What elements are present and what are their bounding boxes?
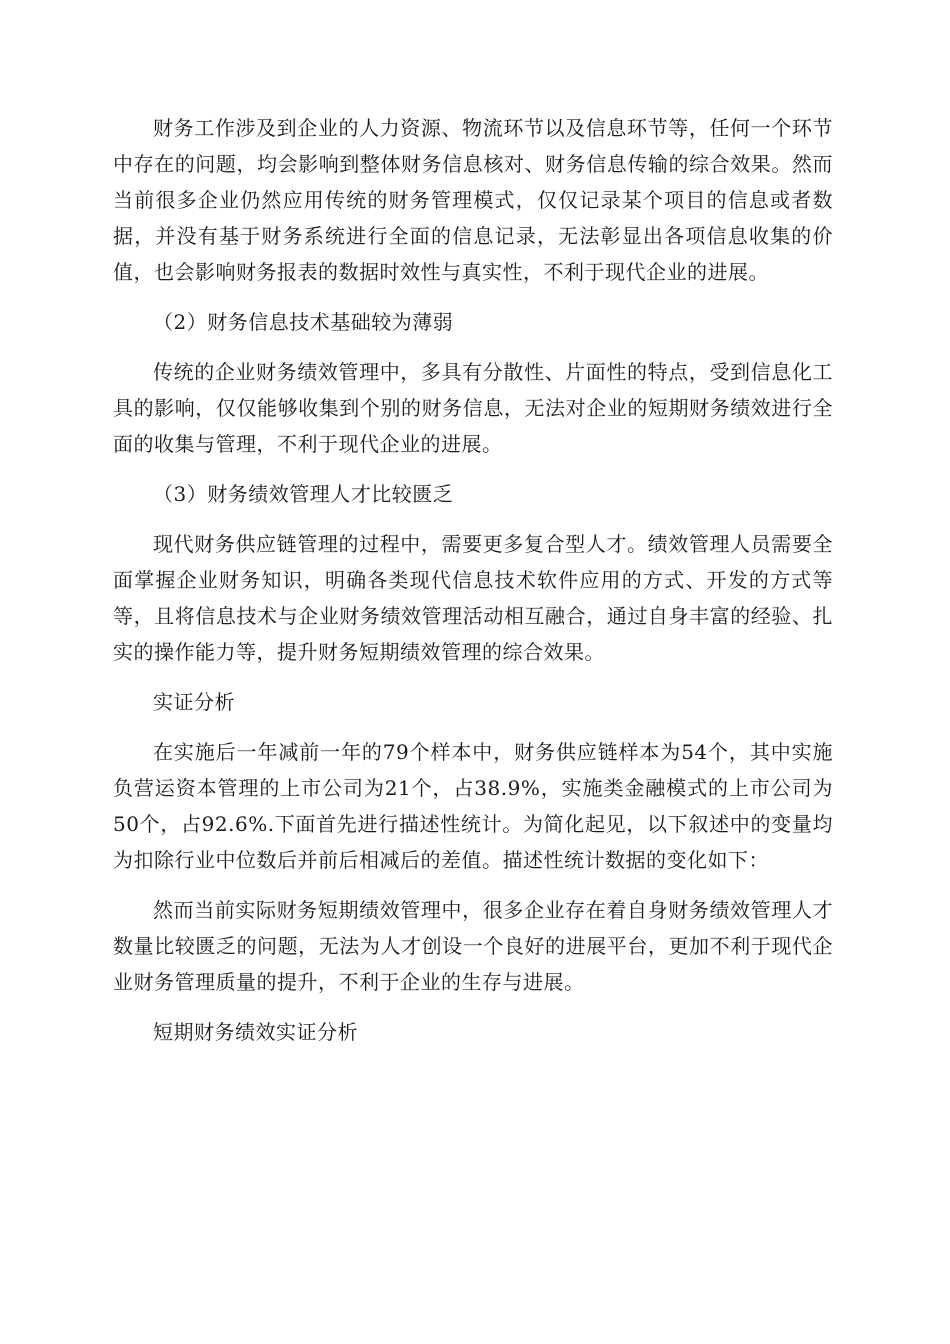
- body-paragraph: 财务工作涉及到企业的人力资源、物流环节以及信息环节等，任何一个环节中存在的问题，均会影响到整体财务信息核对、财务信息传输的综合效果。然而当前很多企业仍然应用传统的财务管理模式，仅仅记录某个项目的信息或者数据，并没有基于财务系统进行全面的信息记录，无法彰显出各项信息收集的价值，也会影响财务报表的数据时效性与真实性，不利于现代企业的进展。: [113, 116, 833, 284]
- body-paragraph: 在实施后一年减前一年的79个样本中，财务供应链样本为54个，其中实施负营运资本管理的上市公司为21个，占38.9%，实施类金融模式的上市公司为50个，占92.6%.下面首先进行描述性统计。为简化起见，以下叙述中的变量均为扣除行业中位数后并前后相减后的差值。描述性统计数据的变化如下：: [113, 740, 833, 872]
- body-paragraph: 传统的企业财务绩效管理中，多具有分散性、片面性的特点，受到信息化工具的影响，仅仅能够收集到个别的财务信息，无法对企业的短期财务绩效进行全面的收集与管理，不利于现代企业的进展。: [113, 360, 833, 456]
- section-heading: （2）财务信息技术基础较为薄弱: [153, 310, 454, 334]
- section-heading: 实证分析: [153, 690, 235, 714]
- section-heading: （3）财务绩效管理人才比较匮乏: [153, 482, 454, 506]
- body-paragraph: 然而当前实际财务短期绩效管理中，很多企业存在着自身财务绩效管理人才数量比较匮乏的问题，无法为人才创设一个良好的进展平台，更加不利于现代企业财务管理质量的提升，不利于企业的生存与进展。: [113, 898, 833, 994]
- section-heading: 短期财务绩效实证分析: [153, 1020, 358, 1044]
- body-paragraph: 现代财务供应链管理的过程中，需要更多复合型人才。绩效管理人员需要全面掌握企业财务知识，明确各类现代信息技术软件应用的方式、开发的方式等等，且将信息技术与企业财务绩效管理活动相互融合，通过自身丰富的经验、扎实的操作能力等，提升财务短期绩效管理的综合效果。: [113, 532, 833, 664]
